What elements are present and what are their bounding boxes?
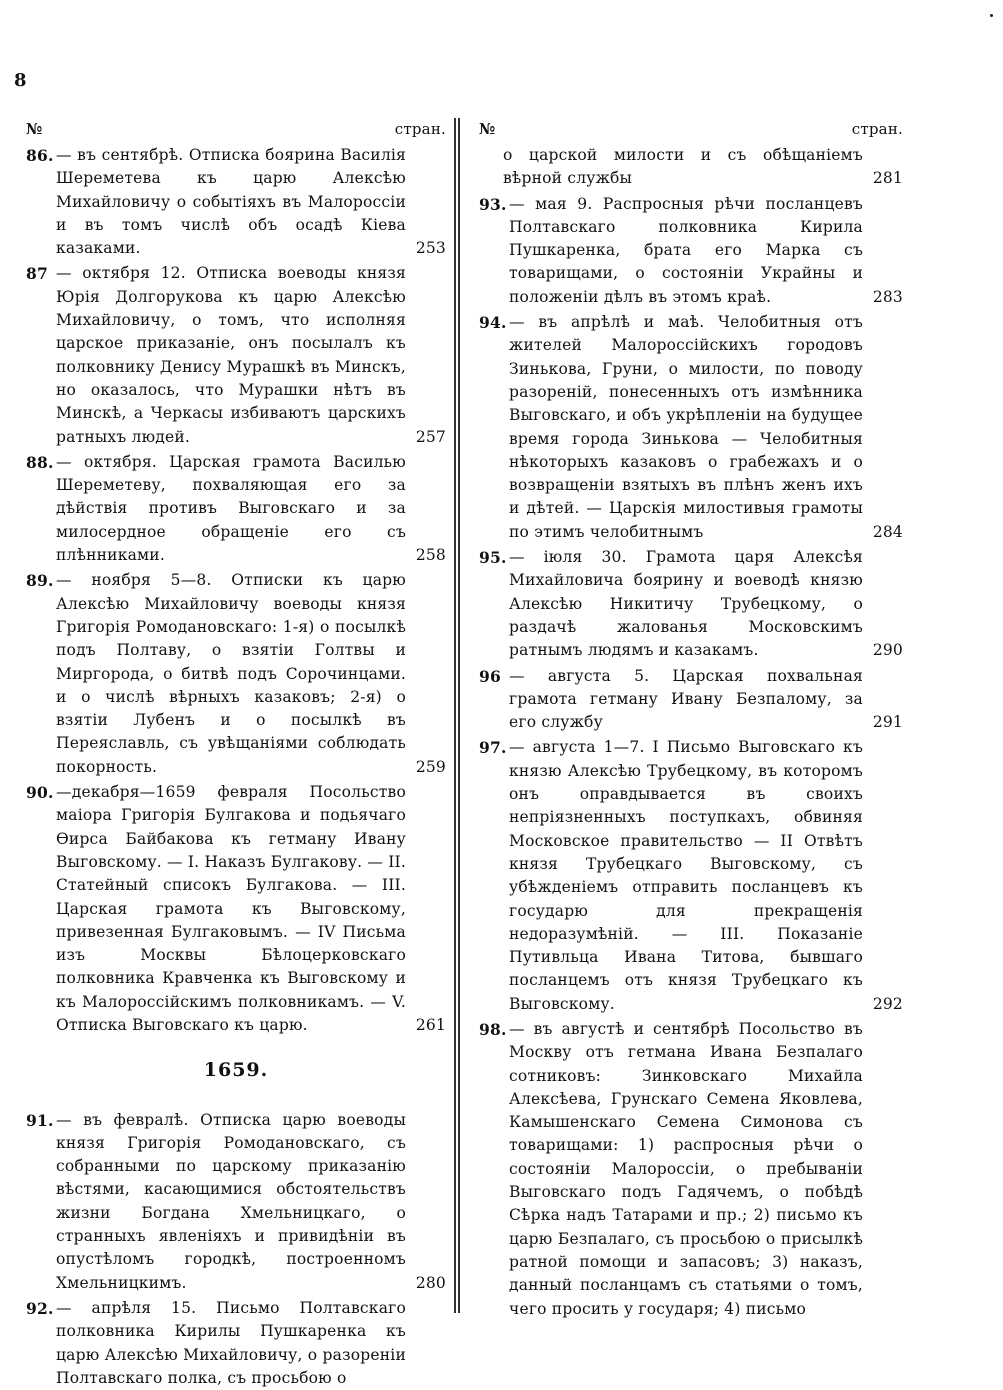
page-column-label: стран. (851, 120, 903, 138)
index-entry (479, 736, 903, 1016)
left-column (26, 118, 446, 1387)
entry-number: 94. (479, 313, 507, 333)
entry-page: 253 (415, 239, 446, 258)
right-column-header (479, 118, 903, 144)
entry-text: — въ апрѣлѣ и маѣ. Челобитныя отъ жителей Малороссійскихъ городовъ Зинькова, Груни, о милости, по поводу разореній, понесенныхъ отъ измѣнника Выговскаго, и объ укрѣпленіи на будущее время города Зинькова — Челобитныя нѣкоторыхъ казаковъ о грабежахъ и о возвращеніи взятыхъ въ плѣнъ женъ ихъ и дѣтей. — Царскія милостивыя грамоты по этимъ челобитнымъ (509, 313, 863, 541)
index-entry (479, 311, 903, 544)
entry-page: 281 (872, 169, 903, 188)
column-divider-left-line (454, 118, 456, 1313)
entry-page: 259 (415, 757, 446, 776)
number-column-label: № (26, 120, 43, 138)
number-column-label: № (479, 120, 496, 138)
left-entries-after-year (26, 1109, 446, 1390)
index-entry (479, 193, 903, 309)
entry-text: — въ августѣ и сентябрѣ Посольство въ Москву отъ гетмана Ивана Безпалаго сотниковъ: Зинковскаго Михайла Алексѣева, Грунскаго Семена Яковлева, Камышенскаго Семена Симонова съ товарищами: 1) распросныя рѣчи о состояніи Малороссіи, о пребываніи Выговскаго подъ Гадячемъ, о побѣдѣ Сѣрка надъ Татарами и пр.; 2) письмо къ царю Безпалаго, съ просьбою о присылкѣ ратной помощи и запасовъ; 3) наказъ, данный посланцамъ съ статьями о томъ, чего просить у государя; 4) письмо (509, 1019, 863, 1318)
index-entry (26, 451, 446, 567)
entry-page: 290 (872, 641, 903, 660)
page-column-label: стран. (394, 120, 446, 138)
index-entry (479, 665, 903, 735)
index-entry (26, 569, 446, 779)
index-entry (26, 1109, 446, 1295)
index-entry (26, 1297, 446, 1390)
entry-text: —декабря—1659 февраля Посольство маіора Григорія Булгакова и подьячаго Ѳирса Байбакова къ гетману Ивану Выговскому. — I. Наказъ Булгакову. — II. Статейный списокъ Булгакова. — III. Царская грамота къ Выговскому, привезенная Булгаковымъ. — IV Письма изъ Москвы Бѣлоцерковскаго полковника Кравченка къ Выговскому и къ Малороссійскимъ полковникамъ. — V. Отписка Выговскаго къ царю. (56, 783, 407, 1034)
entry-text: — августа 1—7. I Письмо Выговскаго къ князю Алексѣю Трубецкому, въ которомъ онъ оправдывается въ своихъ непріязненныхъ поступкахъ, обвиняя Московское правительство — II Отвѣтъ князя Трубецкаго Выговскому, съ убѣжденіемъ отправить посланцевъ къ государю для прекращенія недоразумѣній. — III. Показаніе Путивльца Ивана Титова, бывшаго посланцемъ отъ князя Трубецкаго къ Выговскому. (509, 738, 863, 1013)
entry-number: 92. (26, 1298, 54, 1318)
continued-entry (479, 144, 903, 191)
entry-number: 98. (479, 1019, 507, 1039)
entry-number: 90. (26, 783, 54, 803)
entry-page: 291 (872, 713, 903, 732)
entry-number: 91. (26, 1110, 54, 1130)
index-entry (26, 144, 446, 260)
entry-number: 88. (26, 452, 54, 472)
entry-text: — августа 5. Царская похвальная грамота гетману Ивану Безпалому, за его службу (509, 666, 863, 732)
entry-text: — въ февралѣ. Отписка царю воеводы князя Григорія Ромодановскаго, съ собранными по царскому приказанію вѣстями, касающимися обстоятельствъ жизни Богдана Хмельницкаго, о странныхъ явленіяхъ и привидѣніи въ опустѣломъ городкѣ, построенномъ Хмельницкимъ. (56, 1110, 406, 1292)
entry-text: — октября. Царская грамота Василью Шереметеву, похваляющая его за дѣйствія противъ Выговскаго и за милосердное обращеніе его съ плѣнниками. (56, 452, 406, 565)
entry-text: — апрѣля 15. Письмо Полтавскаго полковника Кирилы Пушкаренка къ царю Алексѣю Михайловичу, о разореніи Полтавскаго полка, съ просьбою о (56, 1298, 406, 1387)
year-heading: 1659. (203, 1059, 269, 1082)
index-entry (26, 781, 446, 1037)
entry-page: 292 (872, 994, 903, 1013)
right-entries (479, 193, 903, 1321)
entry-number: 87 (26, 264, 48, 284)
entry-number: 89. (26, 571, 54, 591)
entry-text: — октября 12. Отписка воеводы князя Юрія Долгорукова къ царю Алексѣю Михайловичу, о томъ, что исполняя царское приказаніе, онъ посылалъ къ полковнику Денису Мурашкѣ въ Минскъ, но оказалось, что Мурашки нѣтъ въ Минскѣ, а Черкасы избиваютъ царскихъ ратныхъ людей. (56, 264, 406, 446)
entry-page: 261 (415, 1015, 446, 1034)
entry-text: о царской милости и съ обѣщаніемъ вѣрной службы (503, 146, 863, 188)
entry-page: 280 (415, 1273, 446, 1292)
entry-text: — ноября 5—8. Отписки къ царю Алексѣю Михайловичу воеводы князя Григорія Ромодановскаго: 1-я) о посылкѣ подъ Полтаву, о взятіи Голтвы и Миргорода, о битвѣ подъ Сорочинцами. и о числѣ вѣрныхъ казаковъ; 2-я) о взятіи Лубенъ и о посылкѣ въ Переяславль, съ увѣщаніями соблюдать покорность. (56, 571, 406, 776)
entry-number: 95. (479, 548, 507, 568)
entry-text: — іюля 30. Грамота царя Алексѣя Михайловича боярину и воеводѣ князю Алексѣю Никитичу Трубецкому, о раздачѣ жалованья Московскимъ ратнымъ людямъ и казакамъ. (509, 548, 863, 660)
left-column-header (26, 118, 446, 144)
entry-text: — мая 9. Распросныя рѣчи посланцевъ Полтавскаго полковника Кирила Пушкаренка, брата его Марка съ товарищами, о состояніи Украйны и положеніи дѣлъ въ этомъ краѣ. (509, 194, 863, 306)
index-entry (479, 546, 903, 662)
entry-number: 93. (479, 194, 507, 214)
entry-page: 283 (872, 287, 903, 306)
scan-speck (990, 14, 993, 17)
index-entry (26, 262, 446, 448)
entry-page: 284 (872, 522, 903, 541)
entry-number: 96 (479, 666, 501, 686)
column-divider-right-line (458, 118, 460, 1313)
entry-number: 97. (479, 738, 507, 758)
right-column (479, 118, 903, 1318)
page-number: 8 (14, 70, 27, 91)
entry-number: 86. (26, 146, 54, 165)
index-entry (479, 1018, 903, 1321)
entry-page: 258 (415, 546, 446, 565)
entry-text: — въ сентябрѣ. Отписка боярина Василія Шереметева къ царю Алексѣю Михайловичу о событіяхъ въ Малороссіи и въ томъ числѣ объ осадѣ Кіева казаками. (56, 146, 406, 258)
entry-page: 257 (415, 427, 446, 446)
left-entries-before-year (26, 144, 446, 1037)
